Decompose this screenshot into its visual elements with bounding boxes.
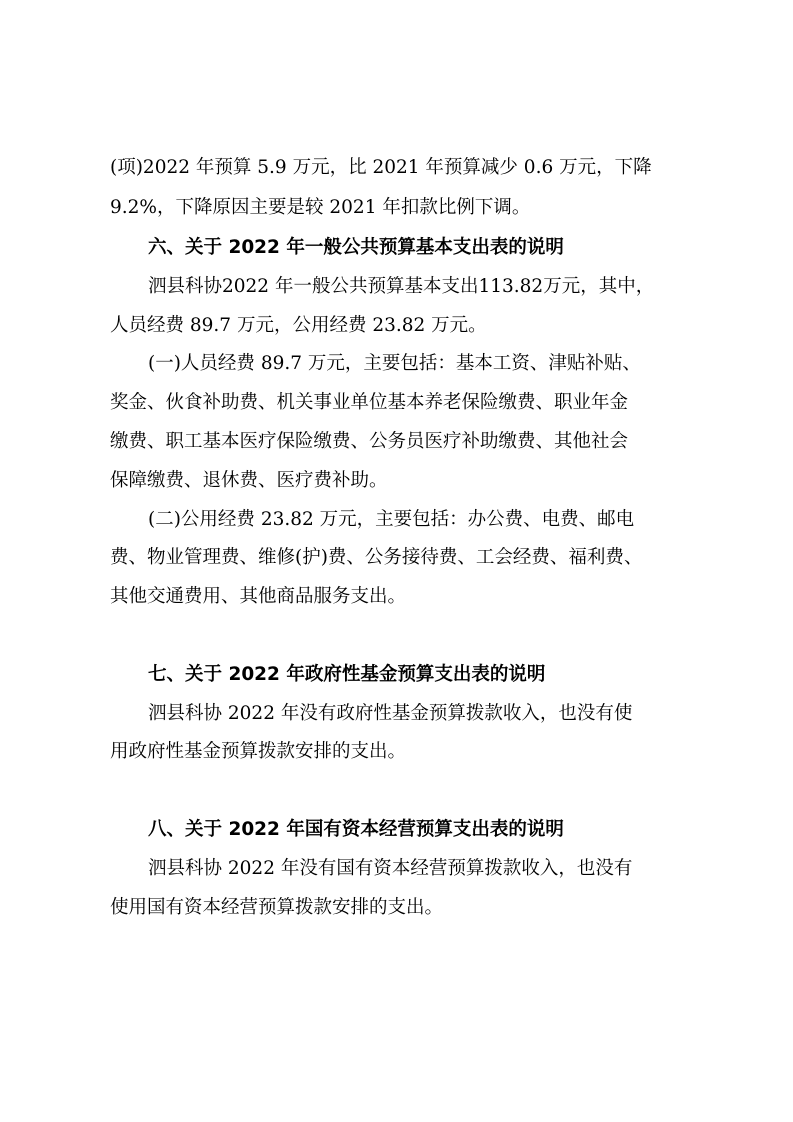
paragraph-line: 9.2%，下降原因主要是较 2021 年扣款比例下调。: [110, 197, 531, 218]
paragraph-line: (项)2022 年预算 5.9 万元，比 2021 年预算减少 0.6 万元，下降: [110, 157, 652, 178]
paragraph-line: 用政府性基金预算拨款安排的支出。: [110, 741, 407, 762]
section-heading: 七、关于 2022 年政府性基金预算支出表的说明: [148, 664, 546, 685]
section-heading: 六、关于 2022 年一般公共预算基本支出表的说明: [148, 237, 564, 258]
paragraph-line: 费、物业管理费、维修(护)费、公务接待费、工会经费、福利费、: [110, 547, 643, 568]
paragraph-line: 泗县科协 2022 年没有国有资本经营预算拨款收入，也没有: [148, 858, 633, 879]
paragraph-line: 奖金、伙食补助费、机关事业单位基本养老保险缴费、职业年金: [110, 392, 629, 413]
paragraph-line: (一)人员经费 89.7 万元，主要包括：基本工资、津贴补贴、: [148, 353, 641, 374]
paragraph-line: 缴费、职工基本医疗保险缴费、公务员医疗补助缴费、其他社会: [110, 431, 629, 452]
paragraph-line: 人员经费 89.7 万元，公用经费 23.82 万元。: [110, 315, 487, 336]
paragraph-line: 泗县科协2022 年一般公共预算基本支出113.82万元，其中，: [148, 276, 655, 297]
paragraph-line: 泗县科协 2022 年没有政府性基金预算拨款收入，也没有使: [148, 703, 633, 724]
section-heading: 八、关于 2022 年国有资本经营预算支出表的说明: [148, 819, 564, 840]
paragraph-line: 使用国有资本经营预算拨款安排的支出。: [110, 897, 444, 918]
paragraph-line: 其他交通费用、其他商品服务支出。: [110, 586, 407, 607]
paragraph-line: 保障缴费、退休费、医疗费补助。: [110, 470, 388, 491]
paragraph-line: (二)公用经费 23.82 万元，主要包括：办公费、电费、邮电: [148, 509, 635, 530]
